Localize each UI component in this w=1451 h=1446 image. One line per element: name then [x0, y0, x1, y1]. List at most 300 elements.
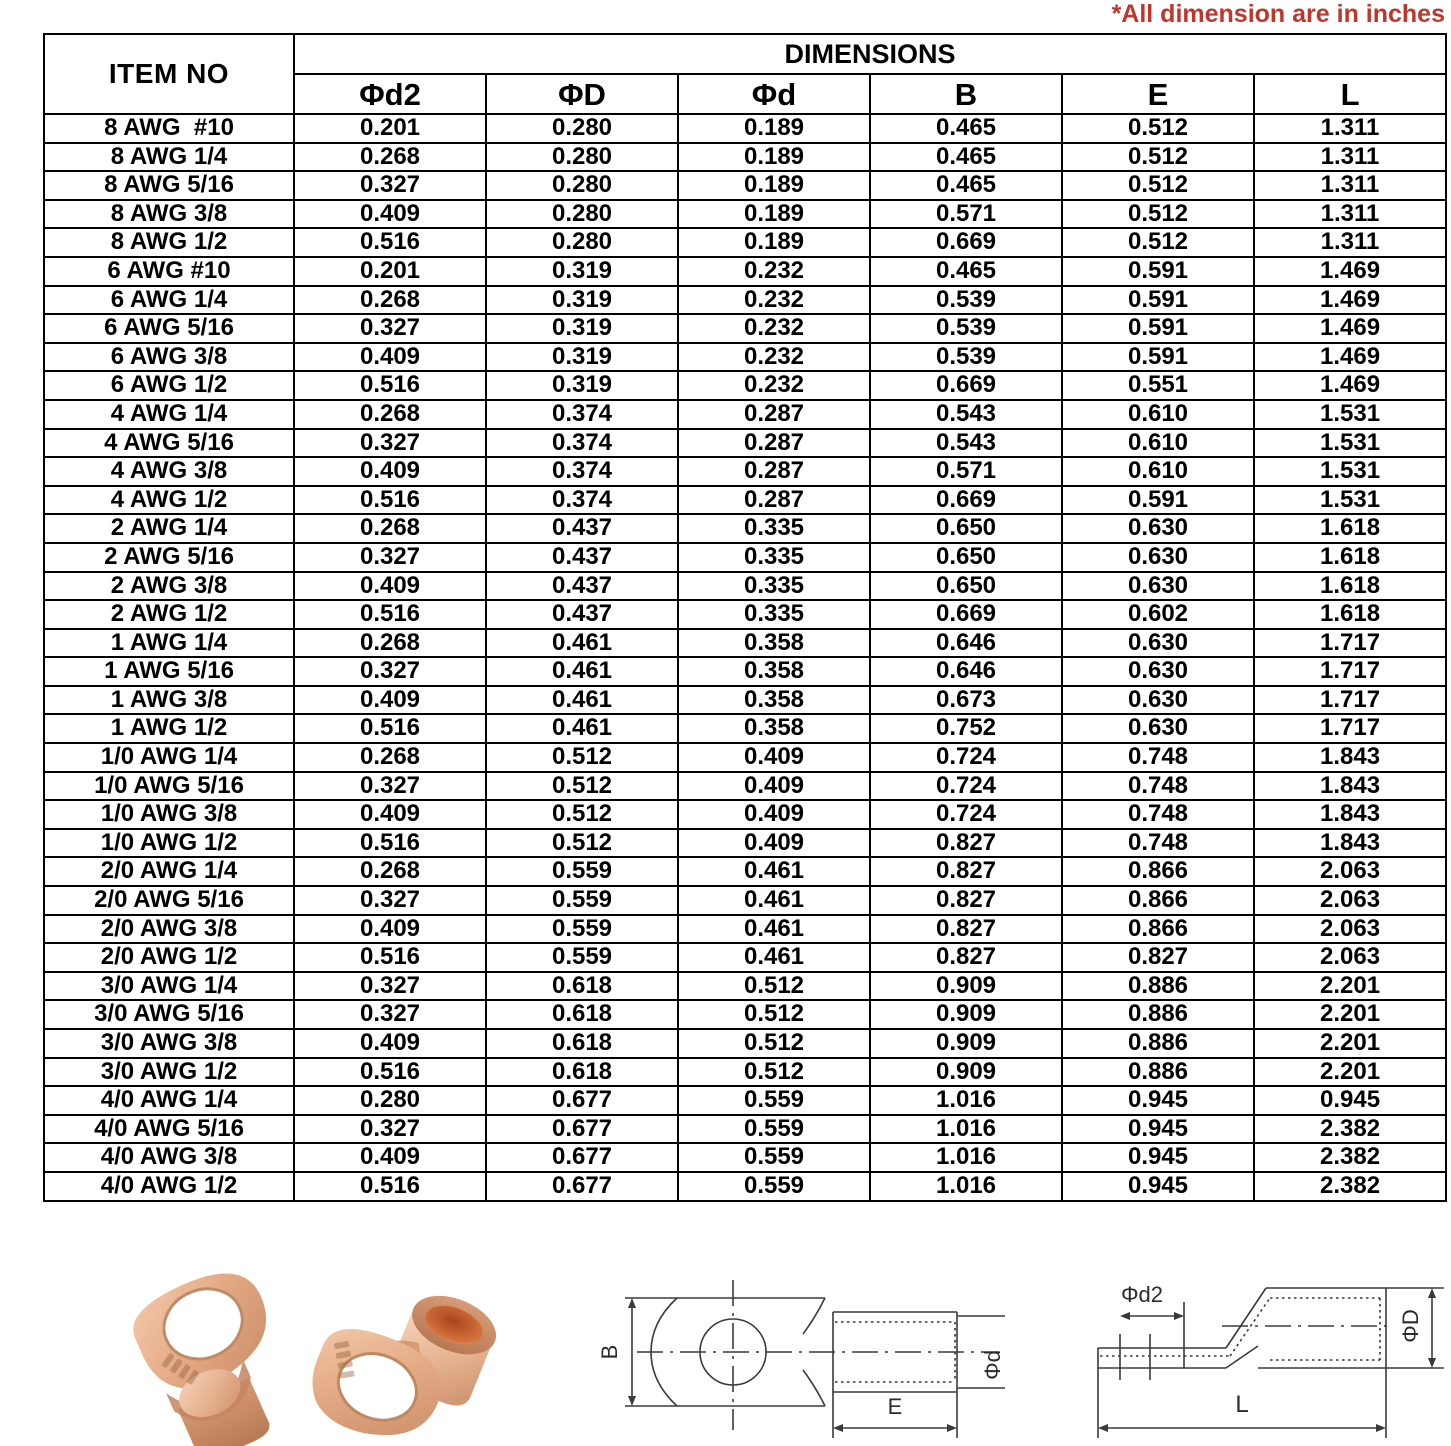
cell-Φd: 0.512	[678, 972, 870, 1001]
cell-Φd2: 0.516	[294, 829, 486, 858]
cell-Φd2: 0.201	[294, 257, 486, 286]
cell-Φd2: 0.516	[294, 371, 486, 400]
cell-E: 0.866	[1062, 857, 1254, 886]
cell-item-no: 4 AWG 1/2	[44, 486, 294, 515]
cell-L: 1.618	[1254, 514, 1446, 543]
cell-ΦD: 0.559	[486, 943, 678, 972]
cell-L: 1.469	[1254, 286, 1446, 315]
cell-item-no: 1 AWG 1/4	[44, 629, 294, 658]
table-row	[44, 743, 1446, 772]
cell-Φd: 0.232	[678, 314, 870, 343]
cell-B: 0.571	[870, 457, 1062, 486]
cell-ΦD: 0.512	[486, 829, 678, 858]
cell-Φd2: 0.327	[294, 972, 486, 1001]
cell-item-no: 3/0 AWG 3/8	[44, 1029, 294, 1058]
table-row	[44, 800, 1446, 829]
cell-E: 0.551	[1062, 371, 1254, 400]
cell-Φd2: 0.409	[294, 1143, 486, 1172]
cell-item-no: 4 AWG 1/4	[44, 400, 294, 429]
cell-B: 1.016	[870, 1115, 1062, 1144]
table-row	[44, 943, 1446, 972]
column-header-phi-D: ΦD	[486, 74, 678, 114]
cell-E: 0.630	[1062, 686, 1254, 715]
cell-Φd: 0.189	[678, 200, 870, 229]
cell-B: 0.669	[870, 228, 1062, 257]
cell-Φd: 0.409	[678, 772, 870, 801]
table-row	[44, 1058, 1446, 1087]
cell-B: 0.539	[870, 343, 1062, 372]
cell-ΦD: 0.618	[486, 972, 678, 1001]
cell-item-no: 3/0 AWG 1/2	[44, 1058, 294, 1087]
cell-Φd: 0.358	[678, 686, 870, 715]
cell-B: 0.465	[870, 257, 1062, 286]
units-note: *All dimension are in inches	[1111, 0, 1445, 28]
cell-B: 0.669	[870, 371, 1062, 400]
cell-L: 1.531	[1254, 400, 1446, 429]
side-view-drawing	[1080, 1272, 1451, 1446]
cell-item-no: 1/0 AWG 1/2	[44, 829, 294, 858]
cell-B: 0.752	[870, 714, 1062, 743]
cell-Φd: 0.461	[678, 886, 870, 915]
cell-E: 0.630	[1062, 543, 1254, 572]
label-B: B	[596, 1344, 622, 1360]
cell-E: 0.512	[1062, 200, 1254, 229]
cell-E: 0.945	[1062, 1172, 1254, 1201]
label-phi-d2: Φd2	[1120, 1282, 1164, 1307]
cell-B: 0.724	[870, 743, 1062, 772]
cell-Φd2: 0.327	[294, 171, 486, 200]
cell-Φd: 0.232	[678, 371, 870, 400]
cell-Φd2: 0.516	[294, 714, 486, 743]
cell-Φd2: 0.409	[294, 200, 486, 229]
label-phi-d: Φd	[979, 1350, 1005, 1380]
cell-item-no: 2/0 AWG 3/8	[44, 915, 294, 944]
cell-item-no: 8 AWG 1/2	[44, 228, 294, 257]
cell-B: 0.465	[870, 114, 1062, 143]
cell-Φd: 0.189	[678, 143, 870, 172]
cell-E: 0.610	[1062, 429, 1254, 458]
cell-L: 2.382	[1254, 1115, 1446, 1144]
cell-item-no: 3/0 AWG 1/4	[44, 972, 294, 1001]
cell-Φd2: 0.516	[294, 1172, 486, 1201]
cell-Φd: 0.335	[678, 543, 870, 572]
cell-B: 0.673	[870, 686, 1062, 715]
cell-E: 0.886	[1062, 972, 1254, 1001]
cell-ΦD: 0.280	[486, 114, 678, 143]
cell-L: 2.201	[1254, 972, 1446, 1001]
cell-L: 1.311	[1254, 143, 1446, 172]
specification-table	[43, 33, 1447, 1202]
cell-E: 0.945	[1062, 1115, 1254, 1144]
column-header-B: B	[870, 74, 1062, 114]
cell-B: 0.650	[870, 543, 1062, 572]
cell-B: 0.650	[870, 514, 1062, 543]
cell-Φd: 0.512	[678, 1058, 870, 1087]
cell-B: 0.539	[870, 314, 1062, 343]
cell-B: 0.827	[870, 943, 1062, 972]
cell-Φd2: 0.516	[294, 943, 486, 972]
cell-B: 0.724	[870, 772, 1062, 801]
cell-Φd: 0.335	[678, 600, 870, 629]
cell-item-no: 4/0 AWG 1/2	[44, 1172, 294, 1201]
cell-L: 1.717	[1254, 686, 1446, 715]
cell-ΦD: 0.559	[486, 886, 678, 915]
cell-E: 0.512	[1062, 114, 1254, 143]
cell-E: 0.591	[1062, 486, 1254, 515]
cell-ΦD: 0.677	[486, 1172, 678, 1201]
table-row	[44, 657, 1446, 686]
table-row	[44, 371, 1446, 400]
table-row	[44, 314, 1446, 343]
cell-Φd2: 0.516	[294, 228, 486, 257]
cell-ΦD: 0.461	[486, 657, 678, 686]
cell-E: 0.886	[1062, 1029, 1254, 1058]
cell-Φd2: 0.268	[294, 743, 486, 772]
cell-ΦD: 0.374	[486, 486, 678, 515]
cell-L: 1.311	[1254, 200, 1446, 229]
cell-ΦD: 0.280	[486, 228, 678, 257]
cell-item-no: 8 AWG 1/4	[44, 143, 294, 172]
cell-Φd: 0.358	[678, 629, 870, 658]
table-row	[44, 429, 1446, 458]
cell-Φd: 0.512	[678, 1029, 870, 1058]
cell-Φd2: 0.327	[294, 429, 486, 458]
cell-ΦD: 0.559	[486, 915, 678, 944]
cell-Φd: 0.189	[678, 114, 870, 143]
cell-item-no: 6 AWG 3/8	[44, 343, 294, 372]
cell-B: 1.016	[870, 1143, 1062, 1172]
cell-Φd2: 0.268	[294, 400, 486, 429]
cell-ΦD: 0.512	[486, 772, 678, 801]
cell-item-no: 1 AWG 5/16	[44, 657, 294, 686]
cell-item-no: 1 AWG 3/8	[44, 686, 294, 715]
cell-ΦD: 0.319	[486, 257, 678, 286]
table-row	[44, 286, 1446, 315]
cell-item-no: 4 AWG 3/8	[44, 457, 294, 486]
cell-Φd2: 0.327	[294, 657, 486, 686]
cell-L: 1.843	[1254, 743, 1446, 772]
cell-Φd2: 0.268	[294, 514, 486, 543]
cell-B: 0.827	[870, 886, 1062, 915]
table-row	[44, 200, 1446, 229]
table-row	[44, 1115, 1446, 1144]
cell-item-no: 1 AWG 1/2	[44, 714, 294, 743]
cell-item-no: 2 AWG 5/16	[44, 543, 294, 572]
cell-ΦD: 0.461	[486, 714, 678, 743]
table-row	[44, 572, 1446, 601]
cell-L: 2.063	[1254, 915, 1446, 944]
cell-item-no: 2 AWG 3/8	[44, 572, 294, 601]
cell-ΦD: 0.437	[486, 543, 678, 572]
cell-Φd: 0.461	[678, 915, 870, 944]
cell-Φd: 0.461	[678, 857, 870, 886]
cell-item-no: 8 AWG 3/8	[44, 200, 294, 229]
cell-Φd2: 0.268	[294, 286, 486, 315]
cell-item-no: 2 AWG 1/4	[44, 514, 294, 543]
cell-Φd: 0.512	[678, 1000, 870, 1029]
cell-L: 1.469	[1254, 371, 1446, 400]
top-view-drawing	[585, 1272, 1005, 1446]
cell-Φd: 0.461	[678, 943, 870, 972]
cell-L: 2.201	[1254, 1029, 1446, 1058]
cell-L: 1.618	[1254, 600, 1446, 629]
cell-E: 0.945	[1062, 1143, 1254, 1172]
cell-Φd: 0.232	[678, 286, 870, 315]
cell-Φd: 0.232	[678, 343, 870, 372]
cell-Φd: 0.287	[678, 457, 870, 486]
cell-B: 1.016	[870, 1086, 1062, 1115]
table-row	[44, 114, 1446, 143]
cell-ΦD: 0.512	[486, 800, 678, 829]
table-row	[44, 514, 1446, 543]
cell-Φd2: 0.409	[294, 457, 486, 486]
cell-L: 2.063	[1254, 886, 1446, 915]
cell-item-no: 2/0 AWG 1/2	[44, 943, 294, 972]
cell-ΦD: 0.461	[486, 629, 678, 658]
table-row	[44, 171, 1446, 200]
cell-ΦD: 0.559	[486, 857, 678, 886]
column-header-item-no: ITEM NO	[44, 34, 294, 114]
cell-item-no: 8 AWG #10	[44, 114, 294, 143]
cell-B: 0.543	[870, 429, 1062, 458]
table-row	[44, 1029, 1446, 1058]
table-row	[44, 600, 1446, 629]
cell-ΦD: 0.280	[486, 143, 678, 172]
cell-ΦD: 0.319	[486, 371, 678, 400]
cell-Φd: 0.409	[678, 829, 870, 858]
cell-Φd2: 0.327	[294, 1000, 486, 1029]
cell-Φd: 0.189	[678, 171, 870, 200]
table-row	[44, 486, 1446, 515]
cell-L: 1.311	[1254, 228, 1446, 257]
cell-Φd2: 0.409	[294, 1029, 486, 1058]
cell-Φd2: 0.409	[294, 572, 486, 601]
cell-Φd: 0.559	[678, 1086, 870, 1115]
cell-item-no: 1/0 AWG 1/4	[44, 743, 294, 772]
cell-L: 1.618	[1254, 543, 1446, 572]
table-row	[44, 1143, 1446, 1172]
cell-E: 0.512	[1062, 228, 1254, 257]
cell-E: 0.591	[1062, 343, 1254, 372]
cell-E: 0.748	[1062, 829, 1254, 858]
cell-E: 0.512	[1062, 171, 1254, 200]
cell-ΦD: 0.319	[486, 314, 678, 343]
column-header-E: E	[1062, 74, 1254, 114]
cell-Φd2: 0.409	[294, 686, 486, 715]
cell-ΦD: 0.280	[486, 200, 678, 229]
column-header-phi-d: Φd	[678, 74, 870, 114]
cell-ΦD: 0.319	[486, 286, 678, 315]
table-row	[44, 772, 1446, 801]
cell-item-no: 6 AWG 5/16	[44, 314, 294, 343]
cell-E: 0.610	[1062, 400, 1254, 429]
side-view-svg	[1080, 1272, 1451, 1446]
cell-E: 0.827	[1062, 943, 1254, 972]
cell-B: 0.543	[870, 400, 1062, 429]
cell-Φd: 0.287	[678, 400, 870, 429]
label-E: E	[887, 1394, 903, 1419]
cell-Φd2: 0.327	[294, 772, 486, 801]
cell-E: 0.748	[1062, 743, 1254, 772]
cell-Φd2: 0.327	[294, 1115, 486, 1144]
cell-Φd: 0.559	[678, 1143, 870, 1172]
table-row	[44, 1000, 1446, 1029]
cell-Φd: 0.232	[678, 257, 870, 286]
cell-L: 1.531	[1254, 457, 1446, 486]
cell-L: 2.063	[1254, 857, 1446, 886]
cell-E: 0.630	[1062, 572, 1254, 601]
label-L: L	[1235, 1391, 1249, 1418]
cell-E: 0.886	[1062, 1058, 1254, 1087]
cell-ΦD: 0.677	[486, 1143, 678, 1172]
cell-L: 1.618	[1254, 572, 1446, 601]
cell-Φd: 0.409	[678, 800, 870, 829]
table-row	[44, 629, 1446, 658]
cell-B: 0.465	[870, 143, 1062, 172]
cell-B: 0.909	[870, 972, 1062, 1001]
table-row	[44, 543, 1446, 572]
cell-L: 1.843	[1254, 772, 1446, 801]
cell-Φd2: 0.409	[294, 343, 486, 372]
column-header-dimensions: DIMENSIONS	[294, 34, 1446, 74]
table-header-row-1	[44, 34, 1446, 74]
cell-L: 1.469	[1254, 314, 1446, 343]
cell-L: 1.843	[1254, 800, 1446, 829]
cell-Φd2: 0.327	[294, 886, 486, 915]
cell-L: 2.201	[1254, 1000, 1446, 1029]
cell-Φd2: 0.327	[294, 543, 486, 572]
cell-item-no: 6 AWG #10	[44, 257, 294, 286]
cell-E: 0.610	[1062, 457, 1254, 486]
cell-item-no: 4/0 AWG 3/8	[44, 1143, 294, 1172]
cell-item-no: 1/0 AWG 3/8	[44, 800, 294, 829]
cell-E: 0.602	[1062, 600, 1254, 629]
table-row	[44, 457, 1446, 486]
cell-E: 0.630	[1062, 657, 1254, 686]
cell-item-no: 2/0 AWG 5/16	[44, 886, 294, 915]
cell-Φd: 0.358	[678, 714, 870, 743]
cell-E: 0.748	[1062, 772, 1254, 801]
cell-E: 0.512	[1062, 143, 1254, 172]
cell-ΦD: 0.437	[486, 514, 678, 543]
cell-Φd2: 0.327	[294, 314, 486, 343]
cell-ΦD: 0.512	[486, 743, 678, 772]
cell-item-no: 4 AWG 5/16	[44, 429, 294, 458]
cell-Φd: 0.358	[678, 657, 870, 686]
cell-item-no: 4/0 AWG 5/16	[44, 1115, 294, 1144]
cell-item-no: 3/0 AWG 5/16	[44, 1000, 294, 1029]
cell-B: 0.539	[870, 286, 1062, 315]
cell-L: 2.201	[1254, 1058, 1446, 1087]
cell-E: 0.886	[1062, 1000, 1254, 1029]
table-body	[44, 114, 1446, 1201]
cell-E: 0.591	[1062, 286, 1254, 315]
table-row	[44, 714, 1446, 743]
cell-E: 0.866	[1062, 915, 1254, 944]
cell-L: 1.469	[1254, 343, 1446, 372]
cell-Φd2: 0.268	[294, 857, 486, 886]
copper-lug-photo-illustration	[110, 1272, 510, 1446]
cell-ΦD: 0.618	[486, 1029, 678, 1058]
cell-E: 0.630	[1062, 629, 1254, 658]
specification-table-container	[43, 33, 1445, 1202]
cell-ΦD: 0.677	[486, 1086, 678, 1115]
cell-B: 0.646	[870, 629, 1062, 658]
column-header-phi-d2: Φd2	[294, 74, 486, 114]
table-row	[44, 400, 1446, 429]
table-row	[44, 1086, 1446, 1115]
cell-ΦD: 0.374	[486, 457, 678, 486]
cell-ΦD: 0.280	[486, 171, 678, 200]
cell-E: 0.748	[1062, 800, 1254, 829]
cell-E: 0.591	[1062, 314, 1254, 343]
cell-Φd2: 0.516	[294, 1058, 486, 1087]
cell-item-no: 2 AWG 1/2	[44, 600, 294, 629]
cell-E: 0.591	[1062, 257, 1254, 286]
figures-row	[0, 1272, 1451, 1446]
cell-B: 1.016	[870, 1172, 1062, 1201]
cell-B: 0.909	[870, 1029, 1062, 1058]
cell-L: 1.311	[1254, 171, 1446, 200]
top-view-svg	[585, 1272, 1005, 1446]
cell-Φd: 0.189	[678, 228, 870, 257]
cell-L: 1.843	[1254, 829, 1446, 858]
cell-ΦD: 0.374	[486, 400, 678, 429]
cell-L: 1.717	[1254, 714, 1446, 743]
cell-L: 1.531	[1254, 486, 1446, 515]
cell-item-no: 8 AWG 5/16	[44, 171, 294, 200]
table-row	[44, 829, 1446, 858]
cell-B: 0.465	[870, 171, 1062, 200]
table-row	[44, 686, 1446, 715]
cell-B: 0.650	[870, 572, 1062, 601]
cell-B: 0.909	[870, 1000, 1062, 1029]
cell-Φd: 0.287	[678, 429, 870, 458]
cell-E: 0.866	[1062, 886, 1254, 915]
cell-item-no: 4/0 AWG 1/4	[44, 1086, 294, 1115]
cell-L: 2.382	[1254, 1143, 1446, 1172]
cell-Φd: 0.409	[678, 743, 870, 772]
cell-Φd: 0.559	[678, 1172, 870, 1201]
cell-E: 0.630	[1062, 514, 1254, 543]
cell-ΦD: 0.374	[486, 429, 678, 458]
table-row	[44, 886, 1446, 915]
cell-Φd: 0.335	[678, 514, 870, 543]
cell-ΦD: 0.618	[486, 1000, 678, 1029]
cell-Φd: 0.287	[678, 486, 870, 515]
cell-B: 0.669	[870, 486, 1062, 515]
cell-ΦD: 0.437	[486, 572, 678, 601]
table-row	[44, 972, 1446, 1001]
table-row	[44, 915, 1446, 944]
cell-B: 0.909	[870, 1058, 1062, 1087]
cell-ΦD: 0.437	[486, 600, 678, 629]
cell-Φd2: 0.516	[294, 486, 486, 515]
table-row	[44, 1172, 1446, 1201]
cell-L: 1.717	[1254, 629, 1446, 658]
cell-L: 1.469	[1254, 257, 1446, 286]
cell-L: 1.717	[1254, 657, 1446, 686]
cell-Φd2: 0.268	[294, 143, 486, 172]
table-row	[44, 257, 1446, 286]
cell-Φd: 0.559	[678, 1115, 870, 1144]
cell-B: 0.827	[870, 915, 1062, 944]
cell-L: 1.531	[1254, 429, 1446, 458]
cell-ΦD: 0.618	[486, 1058, 678, 1087]
cell-Φd2: 0.268	[294, 629, 486, 658]
cell-item-no: 2/0 AWG 1/4	[44, 857, 294, 886]
cell-L: 2.063	[1254, 943, 1446, 972]
